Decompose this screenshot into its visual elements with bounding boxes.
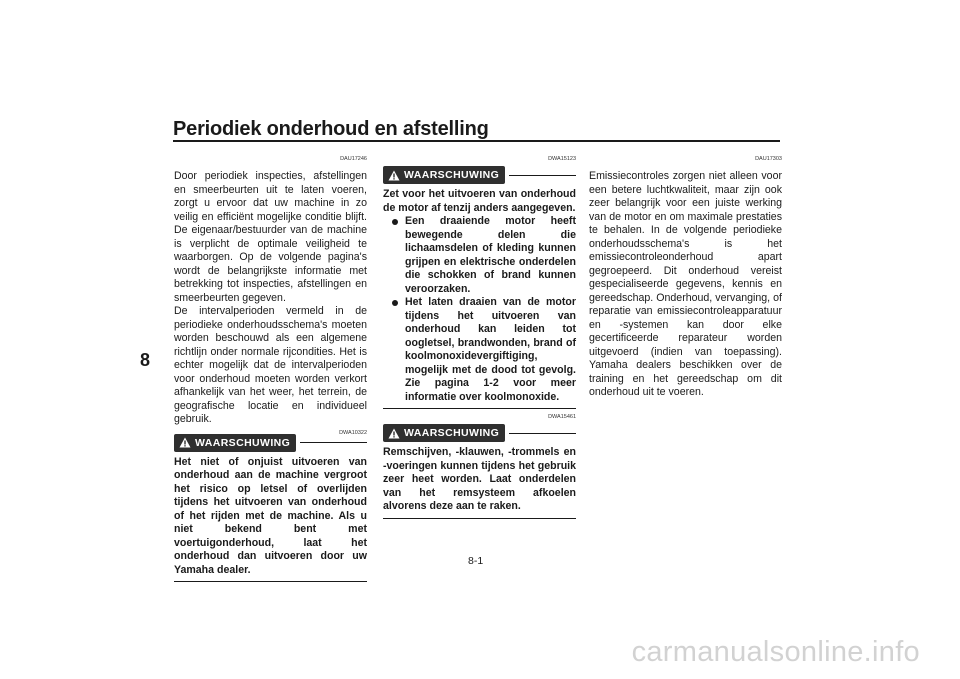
- column-2: [383, 155, 576, 519]
- warning-triangle-icon: [179, 437, 191, 448]
- warning-header-rule: [300, 442, 367, 443]
- document-code: DAU17303: [755, 156, 782, 162]
- warning-header: [383, 166, 576, 184]
- column-3: [589, 155, 782, 400]
- warning-intro: Zet voor het uitvoeren van onderhoud de motor af tenzij anders aangegeven.: [383, 188, 576, 214]
- warning-text: Het niet of onjuist uitvoeren van onderhoud aan de machine vergroot het risico op letsel of overlijden tijdens het uitvoeren van onderhoud of het rijden met de machine. Als u niet bekend bent met voertuigonderhoud, laat het onderhoud dan uitvoeren door uw Yamaha dealer.: [174, 455, 367, 576]
- page-title: Periodiek onderhoud en afstelling: [173, 118, 489, 140]
- warning-code: DWA15123: [548, 156, 576, 162]
- warning-text: Remschijven, -klauwen, -trommels en -voeringen kunnen tijdens het gebruik zeer heet worden. Laat onderdelen van het remsysteem afkoelen alvorens deze aan te raken.: [383, 446, 576, 512]
- warning-code: DWA15461: [548, 414, 576, 420]
- warning-end-rule: [383, 408, 576, 409]
- title-rule: [173, 140, 780, 142]
- warning-header: [174, 434, 367, 452]
- warning-triangle-icon: [388, 428, 400, 439]
- warning-label: WAARSCHUWING: [404, 169, 500, 181]
- warning-triangle-icon: [388, 170, 400, 181]
- emission-paragraph: Emissiecontroles zorgen niet alleen voor een betere luchtkwaliteit, maar zijn ook zeer belangrijk voor een juiste werking van de motor en om maximale prestaties te behalen. In de volgende periodieke onderhoudsschema's is het emissiecontroleonderhoud apart gegroepeerd. Dit onderhoud vereist gespecialiseerde gegevens, kennis en gereedschap. Onderhoud, vervanging, of reparatie van emissiecontroleapparatuur en -systemen kan door elke gecertificeerde reparateur worden uitgevoerd (indien van toepassing). Yamaha dealers beschikken over de training en het gereedschap om dit onderhoud uit te voeren.: [589, 170, 782, 398]
- warning-header: [383, 424, 576, 442]
- warning-end-rule: [383, 518, 576, 519]
- warning-header-rule: [509, 433, 576, 434]
- warning-header-rule: [509, 175, 576, 176]
- warning-badge: [383, 424, 505, 442]
- chapter-number: 8: [140, 350, 151, 370]
- warning-end-rule: [174, 581, 367, 582]
- warning-bullet-list: [383, 215, 576, 404]
- list-item: Een draaiende motor heeft bewegende delen die lichaamsdelen of kleding kunnen grijpen en elektrische onderdelen die schokken of brand kunnen veroorzaken.: [391, 215, 576, 296]
- intro-paragraph: Door periodiek inspecties, afstellingen en smeerbeurten uit te laten voeren, zorgt u ervoor dat uw machine in zo veilig en efficiënt mogelijke conditie blijft. De eigenaar/bestuurder van de machine is verplicht de optimale veiligheid te waarborgen. Op de volgende pagina's wordt de belangrijkste informatie met betrekking tot inspecties, afstellingen en smeerbeurten gegeven.: [174, 170, 367, 304]
- warning-label: WAARSCHUWING: [195, 436, 291, 449]
- watermark: carmanualsonline.info: [631, 636, 920, 668]
- document-code: DAU17246: [340, 156, 367, 162]
- page-number: 8-1: [468, 555, 484, 567]
- interval-paragraph: De intervalperioden vermeld in de periodieke onderhoudsschema's moeten worden beschouwd als een algemene richtlijn onder normale rijcondities. Het is echter mogelijk dat de intervalperioden voor onderhoud moeten worden verkort afhankelijk van het weer, het terrein, de geografische locatie en individueel gebruik.: [174, 305, 367, 425]
- warning-label: WAARSCHUWING: [404, 427, 500, 439]
- column-1: [174, 155, 367, 582]
- warning-badge: [383, 166, 505, 184]
- list-item: Het laten draaien van de motor tijdens het uitvoeren van onderhoud kan leiden tot oogletsel, brandwonden, brand of koolmonoxidevergiftiging, mogelijk met de dood tot gevolg. Zie pagina 1-2 voor meer informatie over koolmonoxide.: [391, 296, 576, 404]
- warning-code: DWA10322: [339, 429, 367, 436]
- warning-badge: [174, 434, 296, 452]
